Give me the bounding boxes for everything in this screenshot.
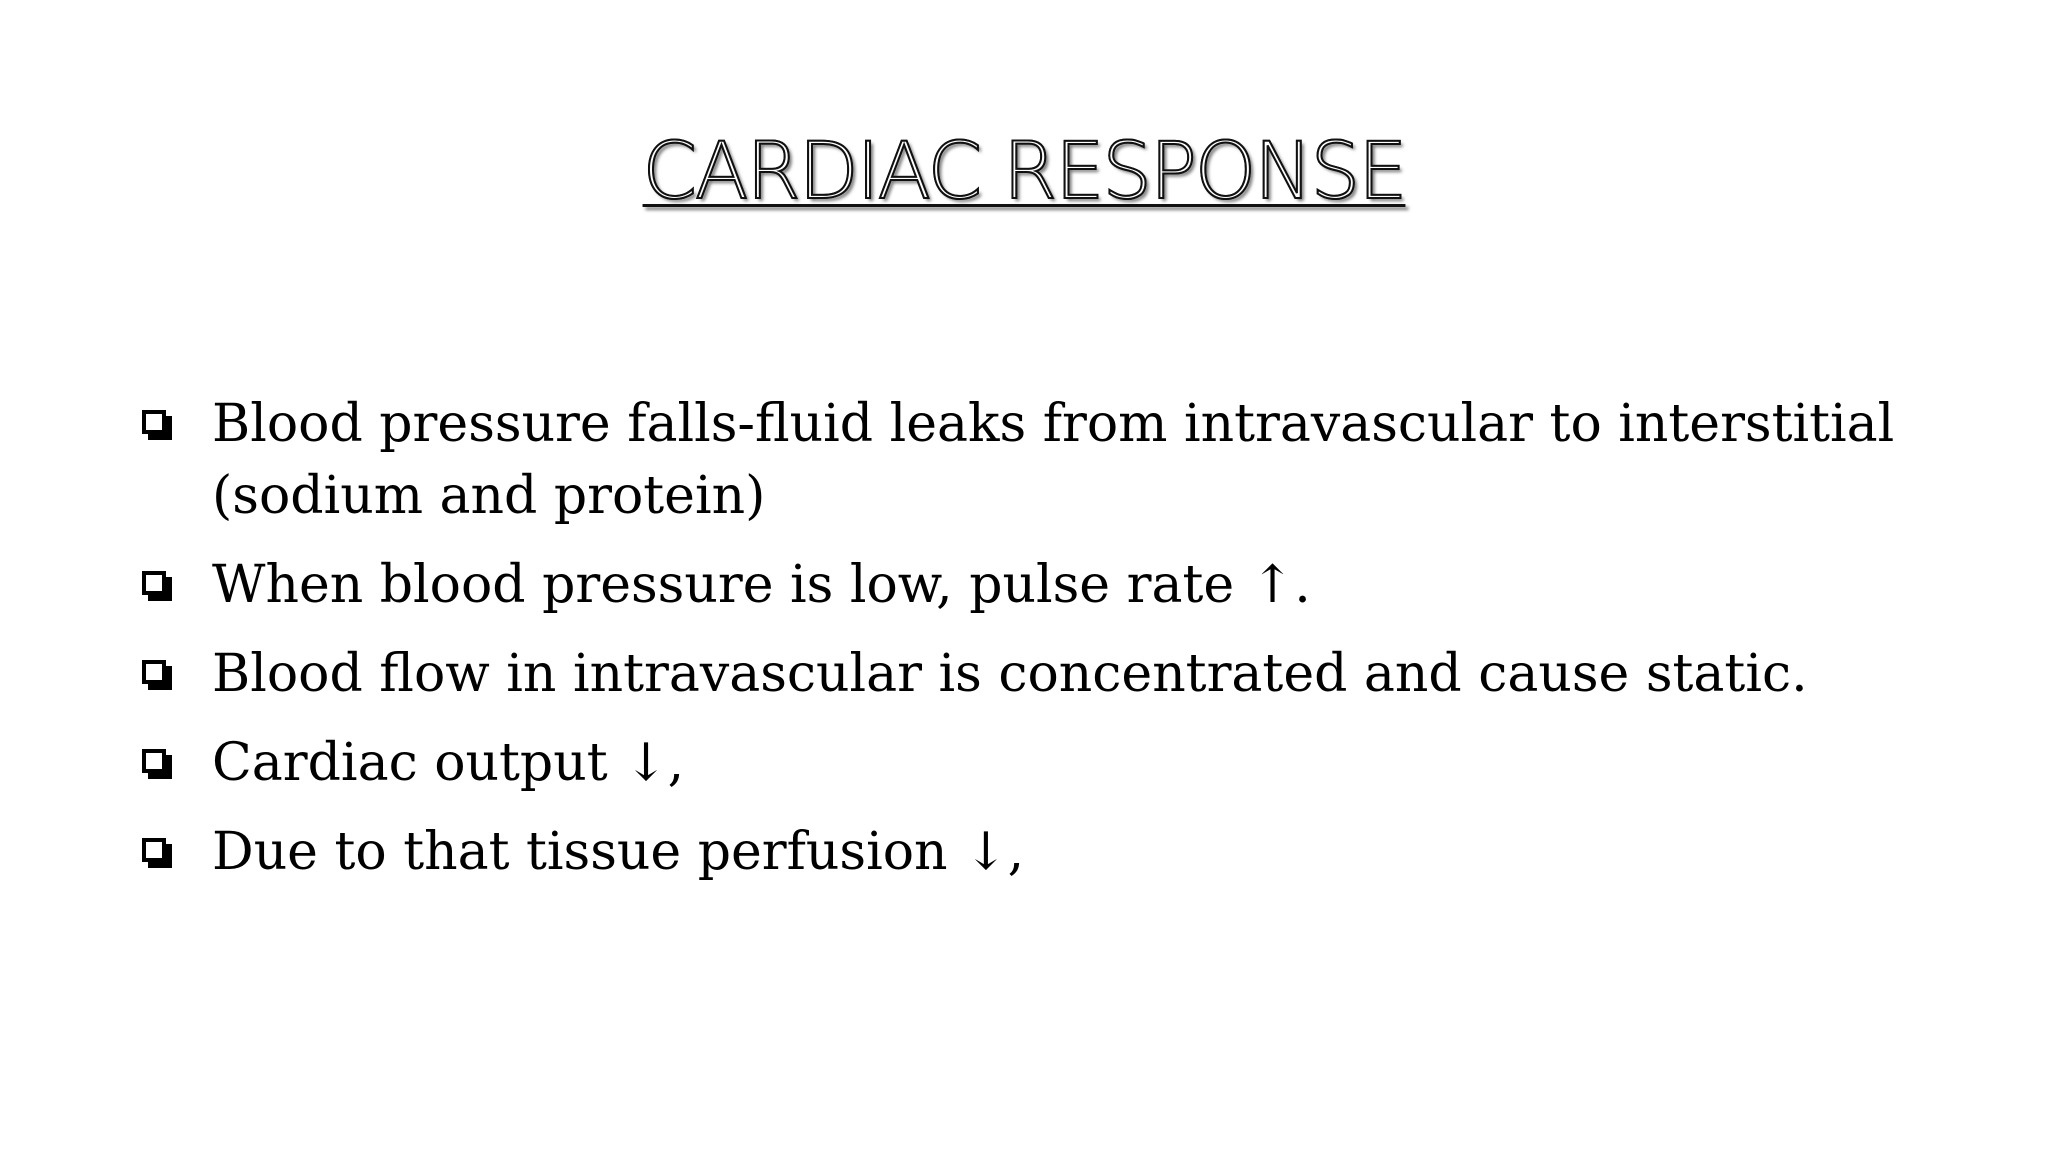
slide-title: CARDIAC RESPONSE: [642, 127, 1406, 217]
bullet-item: [140, 727, 1940, 799]
bullet-text: Cardiac output ↓,: [212, 733, 685, 793]
bullet-list: [140, 388, 1940, 905]
bullet-text: When blood pressure is low, pulse rate ↑.: [212, 555, 1311, 615]
checkbox-square-icon: [142, 838, 172, 868]
bullet-text: Due to that tissue perfusion ↓,: [212, 822, 1025, 882]
bullet-text: Blood flow in intravascular is concentrated and cause static.: [212, 644, 1808, 704]
checkbox-square-icon: [142, 410, 172, 440]
bullet-item: [140, 638, 1940, 710]
bullet-item: [140, 388, 1940, 532]
bullet-item: [140, 816, 1940, 888]
checkbox-square-icon: [142, 660, 172, 690]
bullet-text: Blood pressure falls-fluid leaks from intravascular to interstitial (sodium and protein): [212, 394, 1895, 526]
checkbox-square-icon: [142, 571, 172, 601]
checkbox-square-icon: [142, 749, 172, 779]
bullet-item: [140, 549, 1940, 621]
